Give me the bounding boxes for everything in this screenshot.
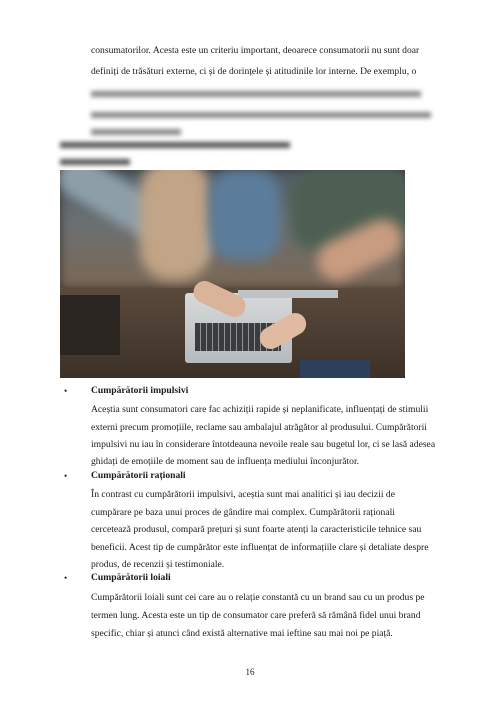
section-line: specific, chiar și atunci când există alternative mai ieftine sau mai noi pe piață. [91, 628, 393, 639]
section-line: beneficii. Acest tip de cumpărător este influențat de informațiile clare și detaliate despre [91, 542, 429, 553]
section-title-loyal: Cumpărătorii loiali [91, 572, 171, 583]
section-line: În contrast cu cumpărătorii impulsivi, aceștia sunt mai analitici și iau decizii de [91, 489, 395, 500]
section-line: cercetează produsul, compară prețuri și sunt foarte atenți la caracteristicile tehnice sau [91, 524, 422, 535]
blurred-line [91, 91, 421, 97]
bullet-dot: • [64, 386, 68, 396]
bullet-dot: • [64, 471, 68, 481]
section-line: termen lung. Acesta este un tip de consumator care preferă să rămână fidel unui brand [91, 610, 421, 621]
section-line: Cumpărătorii loiali sunt cei care au o relație constantă cu un brand sau cu un produs pe [91, 592, 425, 603]
laptop-photo [60, 170, 405, 378]
intro-line-1: consumatorilor. Acesta este un criteriu important, deoarece consumatorii nu sunt doar [91, 45, 420, 56]
blurred-heading [60, 142, 290, 148]
page-number: 16 [245, 667, 255, 677]
section-line: cumpărare pe baza unui proces de gândire mai complex. Cumpărătorii raționali [91, 507, 395, 518]
section-title-impulsive: Cumpărătorii impulsivi [91, 385, 189, 396]
section-line: externi precum promoțiile, reclame sau ambalajul atrăgător al produsului. Cumpărătorii [91, 422, 427, 433]
section-line: ghidați de emoțiile de moment sau de influența mediului înconjurător. [91, 456, 360, 467]
blurred-line [91, 112, 431, 118]
blurred-line [91, 129, 181, 135]
intro-line-2: definiți de trăsături externe, ci și de dorințele și atitudinile lor interne. De exemplu, o [91, 66, 417, 77]
section-line: produs, de recenzii și testimoniale. [91, 559, 225, 570]
section-line: impulsivi nu iau în considerare întotdeauna nevoile reale sau bugetul lor, ci se lasă adesea [91, 439, 436, 450]
section-line: Aceștia sunt consumatori care fac achiziții rapide și neplanificate, influențați de stimulii [91, 404, 429, 415]
section-title-rational: Cumpărătorii raționali [91, 470, 186, 481]
bullet-dot: • [64, 573, 68, 583]
blurred-heading [60, 159, 130, 165]
